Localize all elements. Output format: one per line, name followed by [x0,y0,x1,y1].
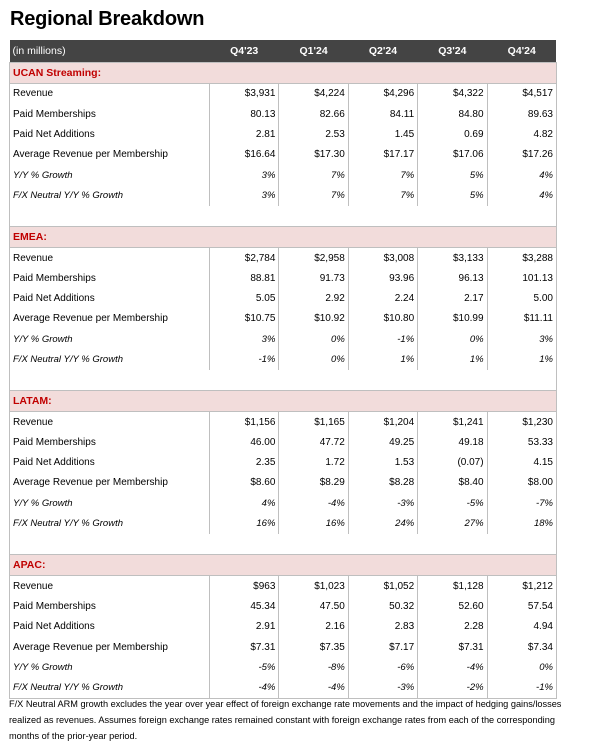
row-label: Y/Y % Growth [10,329,210,349]
value-cell: 7% [348,165,417,185]
table-row [10,185,557,205]
value-cell: $7.34 [487,637,556,657]
value-cell: 82.66 [279,104,348,124]
row-label: Average Revenue per Membership [10,637,210,657]
value-cell: $16.64 [210,145,279,165]
regional-breakdown-table [9,40,556,699]
value-cell: 47.72 [279,432,348,452]
value-cell: $1,204 [348,411,417,432]
value-cell: $7.31 [418,637,487,657]
value-cell: -8% [279,657,348,677]
row-label: Revenue [10,247,210,268]
value-cell: 4% [487,165,556,185]
value-cell: 3% [210,185,279,205]
table-row [10,596,557,616]
value-cell: $8.00 [487,473,556,493]
footnote: F/X Neutral ARM growth excludes the year over year effect of foreign exchange rate movements and the impact of hedging gains/losses realized as revenues. Assumes foreign exchange rates remained constant with foreign exchange rates from each of the corresponding months of the prior-year period. [9,699,562,741]
table-row [10,309,557,329]
value-cell: $4,296 [348,83,417,104]
value-cell: 46.00 [210,432,279,452]
value-cell: 45.34 [210,596,279,616]
value-cell: $3,288 [487,247,556,268]
value-cell: $10.99 [418,309,487,329]
row-label: F/X Neutral Y/Y % Growth [10,513,210,533]
table-row [10,288,557,308]
value-cell: 16% [210,513,279,533]
value-cell: $8.28 [348,473,417,493]
section-title: LATAM: [10,390,557,411]
row-label: Y/Y % Growth [10,657,210,677]
value-cell: 89.63 [487,104,556,124]
table-row [10,576,557,597]
section-header-row [10,62,557,83]
value-cell: 0% [487,657,556,677]
header-quarter: Q1'24 [279,40,348,62]
value-cell: -4% [279,678,348,699]
value-cell: 4.94 [487,617,556,637]
value-cell: $8.29 [279,473,348,493]
value-cell: $10.92 [279,309,348,329]
value-cell: $1,212 [487,576,556,597]
value-cell: 5.00 [487,288,556,308]
row-label: Paid Memberships [10,104,210,124]
value-cell: $8.40 [418,473,487,493]
spacer-row [10,370,557,391]
value-cell: 53.33 [487,432,556,452]
spacer-cell [10,534,557,555]
table-row [10,657,557,677]
value-cell: -1% [210,349,279,369]
table-row [10,83,557,104]
value-cell: 1.45 [348,124,417,144]
value-cell: $2,784 [210,247,279,268]
value-cell: 0% [279,349,348,369]
value-cell: 57.54 [487,596,556,616]
table-row [10,453,557,473]
table-row [10,268,557,288]
value-cell: 88.81 [210,268,279,288]
value-cell: (0.07) [418,453,487,473]
row-label: Paid Net Additions [10,453,210,473]
value-cell: -5% [210,657,279,677]
value-cell: $8.60 [210,473,279,493]
value-cell: 84.11 [348,104,417,124]
value-cell: -4% [210,678,279,699]
value-cell: $10.80 [348,309,417,329]
value-cell: 3% [210,329,279,349]
value-cell: -7% [487,493,556,513]
value-cell: 2.16 [279,617,348,637]
value-cell: 47.50 [279,596,348,616]
value-cell: 4% [210,493,279,513]
row-label: Average Revenue per Membership [10,309,210,329]
value-cell: -3% [348,493,417,513]
spacer-row [10,206,557,227]
value-cell: $1,023 [279,576,348,597]
value-cell: $7.35 [279,637,348,657]
table-row [10,637,557,657]
page-title: Regional Breakdown [10,8,205,30]
section-title: UCAN Streaming: [10,62,557,83]
value-cell: 0% [418,329,487,349]
value-cell: 0.69 [418,124,487,144]
row-label: Paid Memberships [10,268,210,288]
value-cell: 1.53 [348,453,417,473]
value-cell: -3% [348,678,417,699]
table-row [10,513,557,533]
row-label: Average Revenue per Membership [10,145,210,165]
value-cell: $1,156 [210,411,279,432]
table-row [10,617,557,637]
value-cell: -2% [418,678,487,699]
value-cell: 2.53 [279,124,348,144]
value-cell: 84.80 [418,104,487,124]
table-row [10,329,557,349]
value-cell: 16% [279,513,348,533]
section-title: EMEA: [10,226,557,247]
value-cell: 5.05 [210,288,279,308]
value-cell: 96.13 [418,268,487,288]
row-label: Y/Y % Growth [10,165,210,185]
value-cell: $7.17 [348,637,417,657]
value-cell: -1% [487,678,556,699]
header-quarter: Q3'24 [418,40,487,62]
row-label: F/X Neutral Y/Y % Growth [10,349,210,369]
value-cell: 3% [487,329,556,349]
value-cell: 2.35 [210,453,279,473]
header-quarter: Q4'24 [487,40,556,62]
table-row [10,493,557,513]
value-cell: $17.06 [418,145,487,165]
value-cell: $10.75 [210,309,279,329]
table-row [10,432,557,452]
row-label: Paid Net Additions [10,288,210,308]
row-label: Average Revenue per Membership [10,473,210,493]
value-cell: $4,517 [487,83,556,104]
section-title: APAC: [10,554,557,575]
value-cell: $1,128 [418,576,487,597]
value-cell: 4.15 [487,453,556,473]
row-label: F/X Neutral Y/Y % Growth [10,678,210,699]
value-cell: -4% [279,493,348,513]
table-row [10,247,557,268]
header-quarter: Q2'24 [348,40,417,62]
row-label: Revenue [10,83,210,104]
value-cell: $17.30 [279,145,348,165]
value-cell: 2.92 [279,288,348,308]
table-row [10,349,557,369]
value-cell: $2,958 [279,247,348,268]
value-cell: 80.13 [210,104,279,124]
value-cell: $4,322 [418,83,487,104]
value-cell: 1% [348,349,417,369]
spacer-cell [10,206,557,227]
value-cell: 49.25 [348,432,417,452]
value-cell: 49.18 [418,432,487,452]
value-cell: 3% [210,165,279,185]
value-cell: 50.32 [348,596,417,616]
value-cell: $1,241 [418,411,487,432]
value-cell: 2.83 [348,617,417,637]
value-cell: 1% [418,349,487,369]
value-cell: 18% [487,513,556,533]
table-row [10,411,557,432]
value-cell: $4,224 [279,83,348,104]
value-cell: 91.73 [279,268,348,288]
section-header-row [10,554,557,575]
value-cell: $3,008 [348,247,417,268]
row-label: Paid Memberships [10,596,210,616]
value-cell: 5% [418,165,487,185]
value-cell: $7.31 [210,637,279,657]
spacer-row [10,534,557,555]
table-row [10,145,557,165]
row-label: Revenue [10,411,210,432]
value-cell: 7% [279,165,348,185]
row-label: Y/Y % Growth [10,493,210,513]
value-cell: 7% [348,185,417,205]
value-cell: 2.28 [418,617,487,637]
value-cell: 2.24 [348,288,417,308]
value-cell: 101.13 [487,268,556,288]
value-cell: $1,052 [348,576,417,597]
value-cell: 4.82 [487,124,556,144]
header-quarter: Q4'23 [210,40,279,62]
row-label: F/X Neutral Y/Y % Growth [10,185,210,205]
value-cell: $1,165 [279,411,348,432]
value-cell: $963 [210,576,279,597]
value-cell: 1% [487,349,556,369]
value-cell: $17.26 [487,145,556,165]
table-row [10,124,557,144]
value-cell: 2.81 [210,124,279,144]
row-label: Paid Memberships [10,432,210,452]
section-header-row [10,226,557,247]
table-row [10,165,557,185]
value-cell: 7% [279,185,348,205]
header-units-label: (in millions) [10,40,210,62]
row-label: Paid Net Additions [10,617,210,637]
value-cell: 5% [418,185,487,205]
spacer-cell [10,370,557,391]
value-cell: 2.91 [210,617,279,637]
row-label: Paid Net Additions [10,124,210,144]
value-cell: 52.60 [418,596,487,616]
value-cell: 93.96 [348,268,417,288]
section-header-row [10,390,557,411]
value-cell: $1,230 [487,411,556,432]
table-header-row [10,40,557,62]
value-cell: $3,931 [210,83,279,104]
value-cell: $11.11 [487,309,556,329]
value-cell: 0% [279,329,348,349]
value-cell: 24% [348,513,417,533]
value-cell: 27% [418,513,487,533]
table-row [10,473,557,493]
value-cell: 1.72 [279,453,348,473]
value-cell: -4% [418,657,487,677]
table-row [10,104,557,124]
value-cell: -6% [348,657,417,677]
value-cell: -5% [418,493,487,513]
value-cell: -1% [348,329,417,349]
value-cell: 2.17 [418,288,487,308]
value-cell: $17.17 [348,145,417,165]
row-label: Revenue [10,576,210,597]
value-cell: $3,133 [418,247,487,268]
value-cell: 4% [487,185,556,205]
